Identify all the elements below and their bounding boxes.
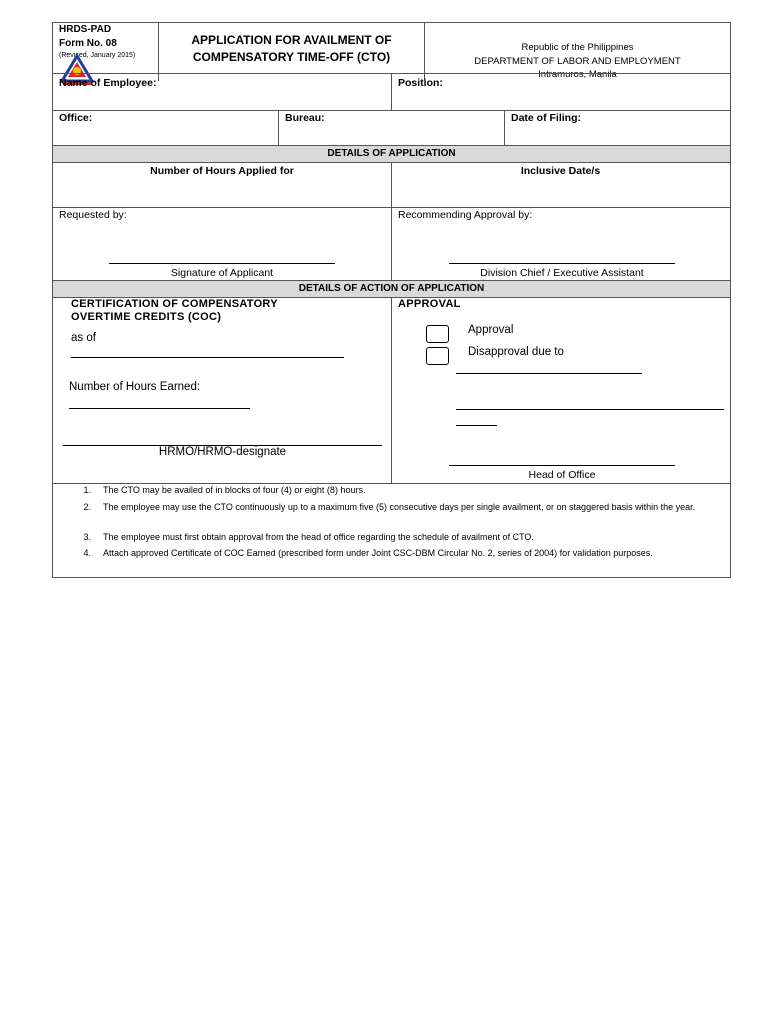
form-number: Form No. 08 bbox=[59, 38, 117, 49]
head-office-signature-line bbox=[449, 465, 675, 466]
agency-department: DEPARTMENT OF LABOR AND EMPLOYMENT bbox=[474, 55, 681, 67]
note-item bbox=[77, 484, 727, 498]
agency-block bbox=[425, 41, 730, 82]
disapproval-reason-line-3 bbox=[456, 425, 497, 426]
note-item bbox=[77, 501, 727, 529]
note-text: The CTO may be availed of in blocks of four (4) or eight (8) hours. bbox=[103, 485, 366, 495]
note-number: 2. bbox=[83, 502, 91, 512]
approval-title: APPROVAL bbox=[398, 298, 461, 310]
head-office-label: Head of Office bbox=[528, 469, 596, 481]
form-title-line2: COMPENSATORY TIME-OFF (CTO) bbox=[192, 50, 391, 64]
position-label: Position: bbox=[398, 77, 443, 89]
agency-country: Republic of the Philippines bbox=[521, 42, 634, 53]
hrmo-label: HRMO/HRMO-designate bbox=[158, 446, 287, 458]
details-action-heading: DETAILS OF ACTION OF APPLICATION bbox=[53, 280, 730, 298]
form-title-line1: APPLICATION FOR AVAILMENT OF bbox=[191, 33, 392, 47]
coc-certification-title bbox=[71, 298, 278, 324]
coc-title-line2: OVERTIME CREDITS (COC) bbox=[71, 311, 222, 323]
coc-title-line1: CERTIFICATION OF COMPENSATORY bbox=[71, 298, 278, 310]
cto-application-form bbox=[52, 22, 731, 578]
employee-name-label: Name of Employee: bbox=[59, 77, 157, 89]
form-code: HRDS-PAD bbox=[59, 24, 112, 35]
hours-earned-line bbox=[69, 408, 250, 409]
division-chief-label: Division Chief / Executive Assistant bbox=[480, 267, 644, 279]
note-text: The employee may use the CTO continuously up to a maximum five (5) consecutive days per single availment, or on staggered basis within the year. bbox=[103, 502, 696, 512]
approval-option-label: Approval bbox=[468, 324, 514, 336]
disapproval-reason-line-2 bbox=[456, 409, 724, 410]
requested-by-label: Requested by: bbox=[59, 209, 127, 221]
details-application-heading: DETAILS OF APPLICATION bbox=[53, 145, 730, 163]
note-text: The employee must first obtain approval from the head of office regarding the schedule of availment of CTO. bbox=[103, 532, 534, 542]
note-item bbox=[77, 547, 727, 575]
applicant-signature-line bbox=[109, 263, 335, 264]
recommending-approval-label: Recommending Approval by: bbox=[398, 209, 533, 221]
note-number: 3. bbox=[83, 532, 91, 542]
disapproval-option-label: Disapproval due to bbox=[468, 346, 564, 358]
note-item bbox=[77, 531, 727, 545]
division-chief-signature-line bbox=[449, 263, 675, 264]
office-label: Office: bbox=[59, 112, 93, 124]
form-title bbox=[159, 32, 424, 66]
agency-address: Intramuros, Manila bbox=[538, 69, 617, 80]
hours-applied-label: Number of Hours Applied for bbox=[150, 165, 294, 177]
inclusive-dates-label: Inclusive Date/s bbox=[520, 165, 601, 177]
as-of-label: as of bbox=[71, 332, 96, 344]
date-filing-label: Date of Filing: bbox=[511, 112, 581, 124]
bureau-label: Bureau: bbox=[285, 112, 325, 124]
form-revised-date: (Revised, January 2015) bbox=[59, 52, 136, 59]
approval-checkbox[interactable] bbox=[426, 325, 449, 343]
note-text: Attach approved Certificate of COC Earned (prescribed form under Joint CSC-DBM Circular No. 2, series of 2004) for validation purposes. bbox=[103, 548, 653, 558]
disapproval-checkbox[interactable] bbox=[426, 347, 449, 365]
disapproval-reason-line-1 bbox=[456, 373, 642, 374]
hours-earned-label: Number of Hours Earned: bbox=[69, 381, 201, 393]
as-of-line bbox=[71, 357, 344, 358]
signature-applicant-label: Signature of Applicant bbox=[170, 267, 274, 279]
note-number: 4. bbox=[83, 548, 91, 558]
note-number: 1. bbox=[83, 485, 91, 495]
